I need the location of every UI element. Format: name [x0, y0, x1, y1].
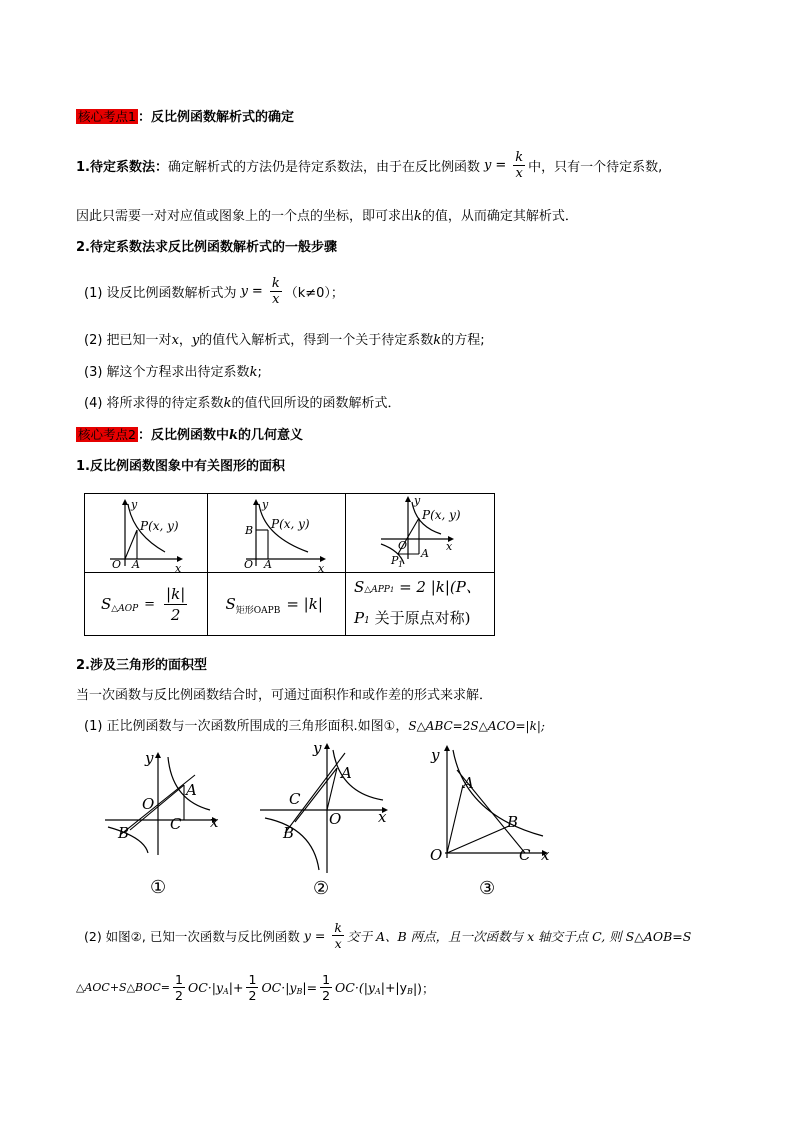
label-a: A [341, 764, 352, 782]
label-o: O [243, 558, 253, 571]
fraction-k-x [513, 150, 525, 181]
paragraph-1b [76, 205, 578, 224]
label-y: y [414, 494, 421, 507]
paragraph-6 [84, 920, 691, 951]
step-text: (2) 把已知一对 [84, 333, 172, 348]
label-b: B [118, 824, 130, 842]
step-text: (3) 解这个方程求出待定系数 [84, 365, 250, 380]
formula-rhs: = 2 |k|(P、 [399, 578, 481, 596]
equals: = [251, 284, 263, 299]
formula-text: S△ABC=2S△ACO=|k|; [408, 719, 545, 733]
paragraph-1 [76, 150, 662, 181]
label-o: O [142, 795, 155, 813]
label-a: A [421, 547, 429, 560]
half-fraction [246, 972, 258, 1003]
var-y: y [191, 333, 200, 348]
subscript-b: B [407, 987, 413, 996]
numerator: 1 [322, 972, 331, 987]
formula-cell-2 [207, 573, 346, 636]
label-x: x [175, 562, 182, 575]
step-text: (1) 设反比例函数解析式为 [84, 286, 237, 301]
formula-s: S [225, 595, 236, 613]
var-y: y [240, 284, 248, 299]
graph-triangle-app1 [346, 494, 494, 568]
paragraph-text: 确定解析式的方法仍是待定系数法，由于在反比例函数 [167, 160, 480, 175]
label-o: O [112, 558, 122, 571]
step-1 [84, 276, 344, 307]
label-x: x [446, 540, 453, 553]
formula-sub2: 1 [389, 586, 395, 594]
label-y: y [313, 739, 322, 757]
formula-text: |)； [412, 980, 435, 996]
formula-sub: △APP [364, 585, 390, 595]
label-p: P(x, y) [422, 508, 461, 522]
formula-s: S [354, 578, 365, 596]
graph-cell-1 [85, 494, 208, 573]
area-table [84, 493, 495, 636]
equals: = [495, 158, 507, 173]
heading-4: 2.涉及三角形的面积型 [76, 658, 207, 673]
subscript-a: A [374, 987, 381, 996]
label-x: x [317, 562, 324, 575]
numerator: 1 [248, 972, 257, 987]
label-c: C [519, 846, 531, 864]
formula-text: △AOC+S△BOC= [76, 981, 170, 994]
paragraph-7 [76, 972, 435, 1003]
section-2-heading [76, 424, 303, 443]
half-fraction [173, 972, 185, 1003]
fraction-k-x [332, 920, 344, 951]
label-x: x [210, 813, 219, 831]
label-x: x [541, 846, 550, 864]
label-a: A [186, 781, 197, 799]
paragraph-text: (2) 如图②, 已知一次函数与反比例函数 [84, 928, 300, 944]
graph-cell-2 [207, 494, 346, 573]
comma: ， [178, 333, 192, 348]
formula-sub: △AOP [111, 604, 139, 614]
step-4 [84, 392, 400, 411]
label-a: A [132, 558, 140, 571]
formula-text: |= [302, 980, 318, 995]
label-o: O [430, 846, 443, 864]
paragraph-4: 当一次函数与反比例函数结合时，可通过面积作和或作差的形式来求解． [76, 688, 493, 703]
formula-text: OC·(|y [335, 980, 375, 995]
label-o: O [329, 810, 342, 828]
figure-3 [425, 740, 560, 898]
paragraph-text: 因此只需要一对对应值或图象上的一个点的坐标，即可求出 [76, 209, 415, 224]
label-b: B [283, 824, 295, 842]
denominator: x [334, 936, 342, 951]
label-b: B [244, 524, 253, 537]
formula-text: OC·|y [261, 980, 297, 995]
var-k: k [249, 365, 258, 380]
step-text: （k≠0）； [284, 286, 344, 301]
subscript-a: A [223, 987, 229, 996]
label-p: P(x, y) [270, 517, 310, 531]
label-p: P(x, y) [140, 519, 179, 533]
denominator: x [515, 166, 523, 181]
section-tag: 核心考点2 [78, 427, 136, 442]
heading-3: 1.反比例函数图象中有关图形的面积 [76, 459, 285, 474]
denominator: 2 [170, 605, 181, 624]
formula-equals: = [144, 596, 156, 612]
step-2 [84, 329, 485, 348]
label-y: y [131, 498, 138, 511]
denominator: 2 [322, 988, 331, 1003]
formula-sub: 矩形OAPB [235, 605, 281, 616]
label-y: y [261, 498, 268, 511]
paragraph-text: 中，只有一个待定系数, [528, 160, 663, 175]
var-k: k [414, 209, 422, 224]
numerator: |k| [166, 584, 186, 603]
section-title: ：反比例函数中 [137, 428, 229, 443]
denominator: x [272, 292, 280, 307]
var-y: y [303, 928, 311, 943]
var-k: k [433, 333, 442, 348]
formula-text: |+ [228, 980, 244, 995]
figure-2 [255, 738, 395, 898]
section-tag: 核心考点1 [78, 109, 136, 124]
subscript-b: B [296, 987, 303, 996]
formula-s: S [101, 595, 112, 613]
step-text: ; [257, 365, 262, 380]
step-text: 的方程; [441, 333, 485, 348]
formula-p: P [354, 609, 365, 627]
var-k: k [223, 396, 232, 411]
step-text: 的值代入解析式，得到一个关于待定系数 [199, 333, 434, 348]
equals: = [314, 928, 326, 943]
heading-2: 2.待定系数法求反比例函数解析式的一般步骤 [76, 240, 337, 255]
section-title: 的几何意义 [237, 428, 303, 443]
step-text: 的值代回所设的函数解析式． [231, 396, 401, 411]
graph-cell-3 [346, 494, 495, 573]
label-a: A [263, 558, 272, 571]
section-1-heading [76, 106, 294, 125]
formula-cell-1 [85, 573, 208, 636]
paragraph-text: 的值，从而确定其解析式． [421, 209, 578, 224]
figure-number: ② [313, 878, 330, 899]
numerator: k [515, 150, 524, 165]
formula-p-sub: 1 [364, 616, 370, 626]
paragraph-5 [84, 715, 545, 734]
label-x: x [378, 808, 387, 826]
half-fraction [320, 972, 332, 1003]
numerator: k [271, 276, 280, 291]
denominator: 2 [248, 988, 257, 1003]
graph-triangle-aop [85, 494, 205, 575]
formula-rhs: = |k| [286, 595, 323, 613]
label-b: B [507, 813, 519, 831]
numerator: 1 [175, 972, 183, 987]
formula-text: OC·|y [187, 980, 224, 995]
formula-text: |+|y [380, 980, 408, 995]
step-text: (4) 将所求得的待定系数 [84, 396, 224, 411]
figure-number: ③ [479, 878, 496, 899]
figure-1 [100, 745, 225, 898]
paragraph-text: 交于 A、B 两点，且一次函数与 x 轴交于点 C, 则 S△AOB=S [346, 928, 692, 944]
paragraph-head: 1.待定系数法： [76, 160, 168, 175]
formula-fraction [164, 584, 187, 625]
label-c: C [289, 790, 301, 808]
label-y: y [145, 749, 154, 767]
fraction-k-x [270, 276, 282, 307]
var-k: k [228, 428, 238, 443]
label-p1: P [391, 554, 399, 567]
label-y: y [431, 746, 440, 764]
denominator: 2 [175, 988, 183, 1003]
label-p1-sub: 1 [398, 560, 404, 569]
var-x: x [171, 333, 179, 348]
label-c: C [170, 815, 182, 833]
formula-note: 关于原点对称) [374, 609, 471, 627]
figure-number: ① [150, 877, 167, 898]
section-title: ：反比例函数解析式的确定 [137, 110, 294, 125]
graph-rectangle-oapb [208, 494, 344, 575]
formula-cell-3 [346, 573, 495, 636]
numerator: k [334, 920, 342, 935]
paragraph-text: (1) 正比例函数与一次函数所围成的三角形面积.如图①， [84, 719, 409, 734]
step-3 [84, 361, 262, 380]
label-a: A [463, 774, 474, 792]
var-y: y [484, 158, 492, 173]
label-o: O [398, 539, 408, 552]
